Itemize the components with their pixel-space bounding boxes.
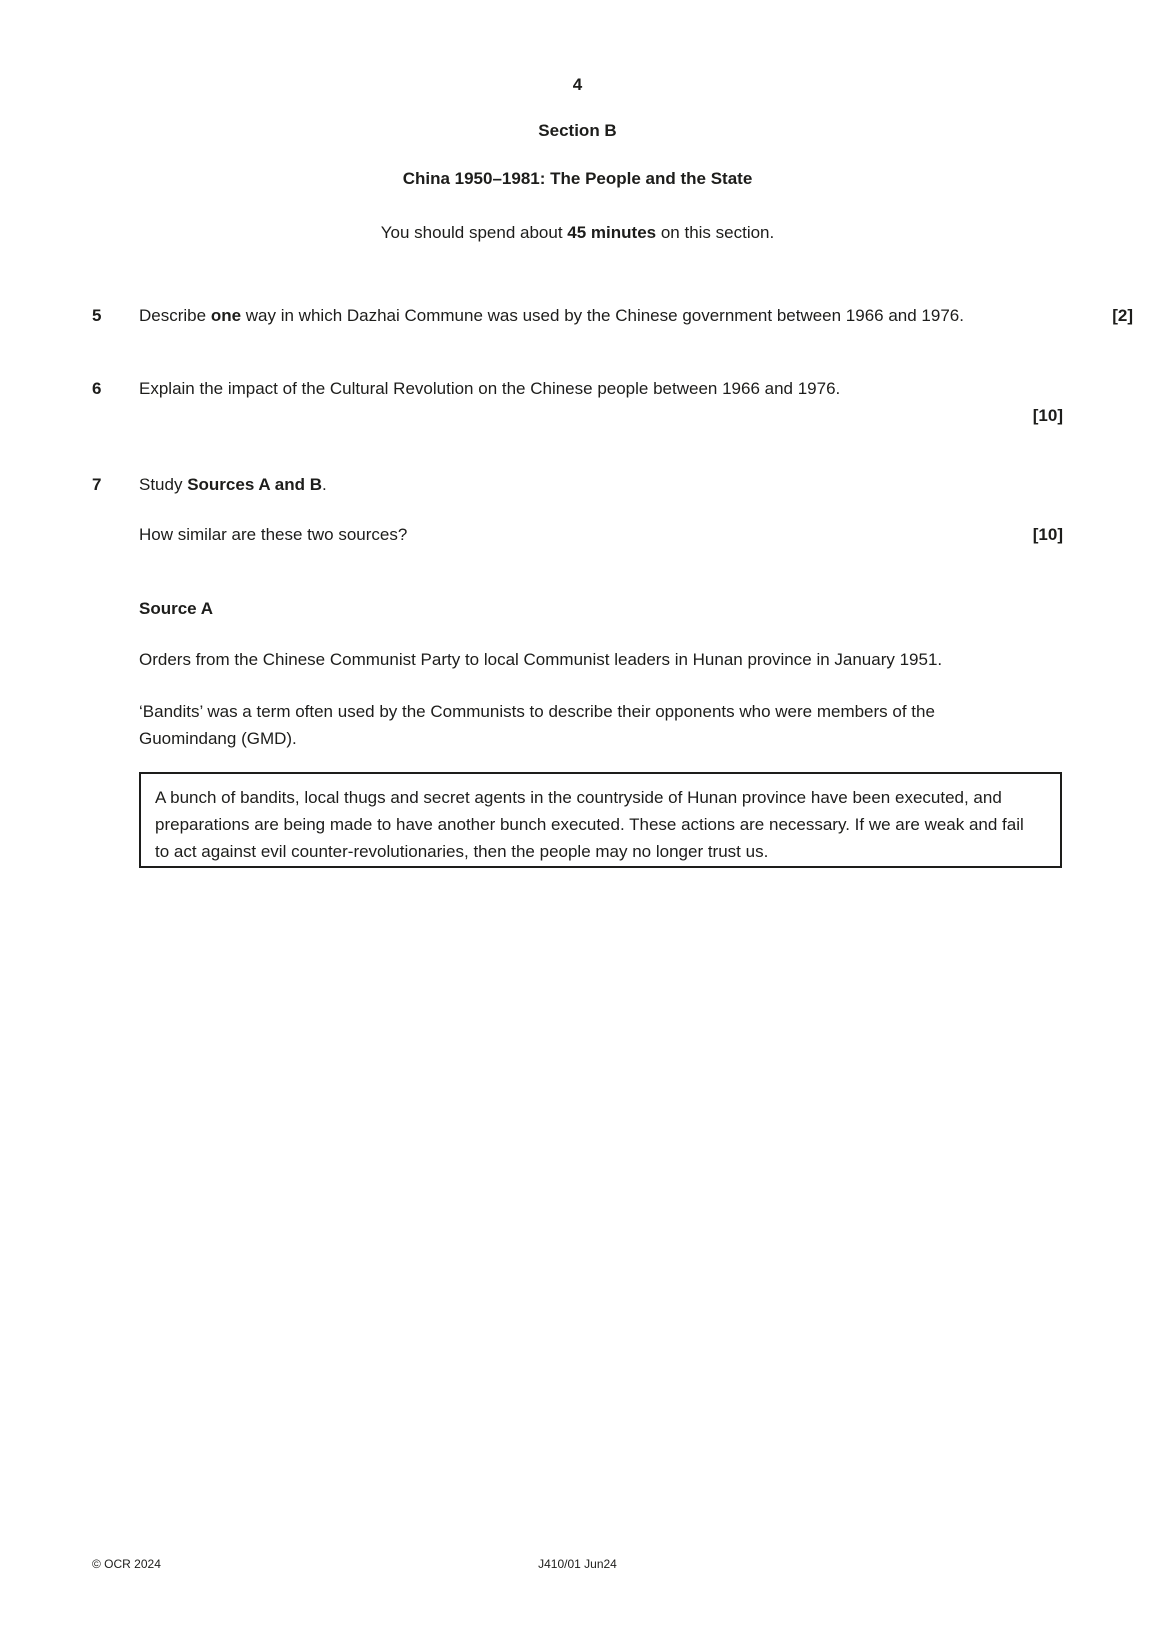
question-6-marks: [10] [1032,406,1063,425]
question-6-number: 6 [92,379,102,398]
question-6-text: Explain the impact of the Cultural Revolution on the Chinese people between 1966 and 1976. [139,379,841,398]
time-note [92,219,1063,246]
question-7-text-post: . [321,475,327,494]
question-5-marks: [2] [1112,306,1133,325]
question-7-prompt-row [92,521,1063,548]
question-7 [92,471,1063,498]
question-5-text [139,302,993,329]
question-7-text [139,471,1020,498]
source-a-quote-text: A bunch of bandits, local thugs and secret agents in the countryside of Hunan province have been executed, and preparations are being made to have another bunch executed. These actions are necessary. If we are weak and fail to act against evil counter-revolutionaries, then the people may no longer trust us. [155,788,1024,861]
section-title: Section B [538,121,617,140]
page-number: 4 [572,75,583,94]
footer-copyright: © OCR 2024 [92,1557,161,1571]
question-5-text-post: way in which Dazhai Commune was used by the Chinese government between 1966 and 1976. [241,306,964,325]
question-7-text-bold: Sources A and B [187,475,322,494]
question-7-text-pre: Study [139,475,188,494]
source-a-context: ‘Bandits’ was a term often used by the Communists to describe their opponents who were members of the Guomindang (GMD). [139,702,935,748]
source-a-quote-box [139,772,1062,868]
question-5-text-pre: Describe [139,306,211,325]
time-note-post: on this section. [656,223,775,242]
page-content [92,0,1133,868]
source-a-attribution: Orders from the Chinese Communist Party to local Communist leaders in Hunan province in January 1951. [139,650,943,669]
question-7-marks: [10] [1032,525,1063,544]
time-note-pre: You should spend about [380,223,568,242]
question-5-text-bold: one [210,306,242,325]
question-7-number: 7 [92,475,102,494]
topic-title: China 1950–1981: The People and the State [402,169,753,188]
question-6 [92,375,1063,429]
question-5 [92,302,1133,329]
time-note-duration: 45 minutes [567,223,657,242]
question-5-number: 5 [92,306,102,325]
footer-paper-code: J410/01 Jun24 [538,1557,617,1571]
question-7-prompt: How similar are these two sources? [139,525,408,544]
source-a-heading: Source A [139,599,214,618]
